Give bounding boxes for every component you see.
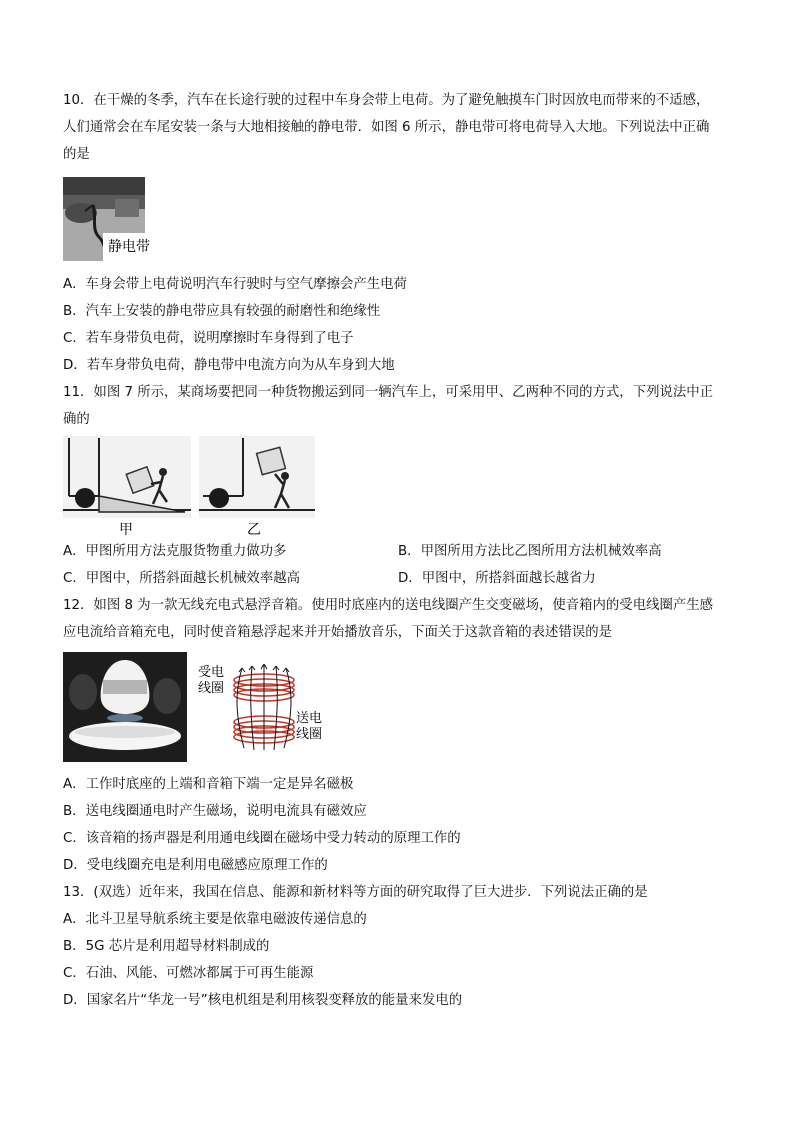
q10-option-d: D．若车身带负电荷，静电带中电流方向为从车身到大地	[63, 358, 395, 373]
q12-stem-line-2: 应电流给音箱充电，同时使音箱悬浮起来并开始播放音乐，下面关于这款音箱的表述错误的是	[63, 625, 613, 640]
q10-option-c: C．若车身带负电荷，说明摩擦时车身得到了电子	[63, 331, 354, 346]
q12-option-a: A．工作时底座的上端和音箱下端一定是异名磁极	[63, 777, 354, 792]
static-strap-photo	[63, 177, 165, 261]
figure-7-loading-methods	[63, 436, 315, 542]
receive-coil-label-1: 受电	[198, 665, 225, 680]
q11-stem-line-2: 确的	[63, 412, 90, 427]
q11-stem-line-1: 11．如图 7 所示，某商场要把同一种货物搬运到同一辆汽车上，可采用甲、乙两种不同的方式，下列说法中正	[63, 385, 714, 400]
q12-option-d: D．受电线圈充电是利用电磁感应原理工作的	[63, 858, 328, 873]
q13-option-a: A．北斗卫星导航系统主要是依靠电磁波传递信息的	[63, 912, 367, 927]
q11-option-a: A．甲图所用方法克服货物重力做功多	[63, 544, 287, 559]
q13-stem-line-1: 13．(双选）近年来，我国在信息、能源和新材料等方面的研究取得了巨大进步．下列说法正确的是	[63, 885, 648, 900]
q10-stem-line-2: 人们通常会在车尾安装一条与大地相接触的静电带．如图 6 所示，静电带可将电荷导入大地。下列说法中正确	[63, 120, 710, 135]
figure-8-floating-speaker-photo	[63, 652, 187, 762]
q12-option-c: C．该音箱的扬声器是利用通电线圈在磁场中受力转动的原理工作的	[63, 831, 461, 846]
send-coil-label-2: 线圈	[296, 727, 323, 742]
q12-option-b: B．送电线圈通电时产生磁场，说明电流具有磁效应	[63, 804, 367, 819]
q10-stem-line-3: 的是	[63, 147, 90, 162]
panel-jia-ramp	[63, 436, 191, 518]
figure-6-static-strap	[63, 177, 165, 261]
q11-option-d: D．甲图中，所搭斜面越长越省力	[398, 571, 596, 586]
static-strap-label: 静电带	[108, 239, 150, 255]
receive-coil-label-2: 线圈	[198, 681, 225, 696]
figure-8-coil-diagram	[194, 660, 326, 760]
label-jia: 甲	[119, 522, 133, 538]
send-coil-label-1: 送电	[296, 711, 323, 726]
q13-option-d: D．国家名片“华龙一号”核电机组是利用核裂变释放的能量来发电的	[63, 993, 463, 1008]
panel-yi-lift	[199, 436, 315, 518]
q11-option-c: C．甲图中，所搭斜面越长机械效率越高	[63, 571, 300, 586]
label-yi: 乙	[247, 522, 261, 538]
q10-stem-line-1: 10．在干燥的冬季，汽车在长途行驶的过程中车身会带上电荷。为了避免触摸车门时因放电而带来的不适感，	[63, 93, 710, 108]
q11-option-b: B．甲图所用方法比乙图所用方法机械效率高	[398, 544, 662, 559]
q12-stem-line-1: 12．如图 8 为一款无线充电式悬浮音箱。使用时底座内的送电线圈产生交变磁场，使音箱内的受电线圈产生感	[63, 598, 714, 613]
q13-option-c: C．石油、风能、可燃冰都属于可再生能源	[63, 966, 314, 981]
q10-option-b: B．汽车上安装的静电带应具有较强的耐磨性和绝缘性	[63, 304, 381, 319]
q13-option-b: B．5G 芯片是利用超导材料制成的	[63, 939, 270, 954]
q10-option-a: A．车身会带上电荷说明汽车行驶时与空气摩擦会产生电荷	[63, 277, 407, 292]
